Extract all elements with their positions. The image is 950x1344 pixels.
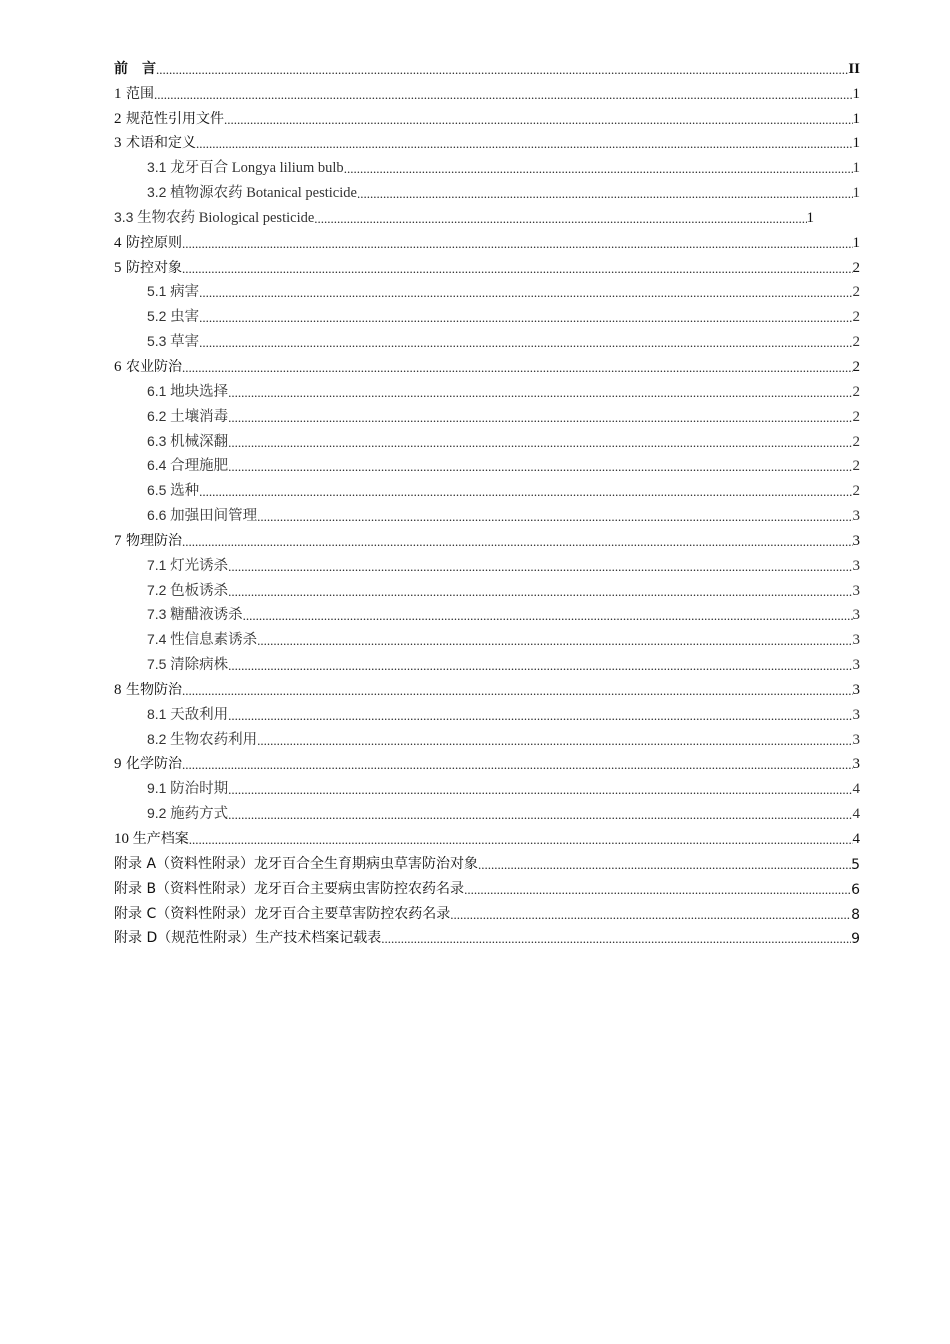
toc-subentry[interactable] [114, 550, 860, 575]
toc-entry[interactable] [114, 674, 860, 699]
toc-page-number: 3 [852, 582, 860, 599]
section-title: 规范性引用文件 [125, 110, 224, 127]
toc-subentry[interactable] [114, 773, 860, 798]
dot-leader [199, 482, 852, 496]
dot-leader [228, 706, 852, 720]
section-title: 化学防治 [125, 756, 182, 773]
toc-page-number: 3 [852, 508, 860, 525]
toc-page-number: 1 [852, 135, 860, 152]
section-number: 7.2 [147, 581, 167, 598]
toc-page-number: 1 [852, 185, 860, 202]
section-number: 5.1 [147, 283, 167, 300]
toc-page-number: 5 [851, 856, 860, 873]
dot-leader [156, 60, 848, 74]
section-number: 7.5 [147, 656, 167, 673]
section-title: 范围 [125, 85, 154, 102]
toc-page-number: 4 [852, 781, 860, 798]
dot-leader [381, 929, 851, 943]
dot-leader [228, 433, 852, 447]
section-number: 3 [114, 135, 122, 152]
toc-page-number: 2 [852, 309, 860, 326]
dot-leader [228, 457, 852, 471]
toc-subentry[interactable] [114, 500, 860, 525]
section-title: 植物源农药 Botanical pesticide [170, 185, 357, 202]
dot-leader [154, 85, 853, 99]
section-number: 2 [114, 110, 122, 127]
dot-leader [228, 383, 852, 397]
section-title: 加强田间管理 [170, 508, 258, 525]
dot-leader [257, 631, 852, 645]
dot-leader [464, 880, 851, 894]
dot-leader [243, 606, 853, 620]
dot-leader [182, 259, 853, 273]
toc-subentry[interactable] [114, 575, 860, 600]
section-number: 9.2 [147, 805, 167, 822]
toc-page-number: 9 [851, 931, 860, 948]
toc-subentry[interactable] [114, 649, 860, 674]
toc-page-number: 2 [852, 483, 860, 500]
toc-page-number: 2 [852, 433, 860, 450]
section-number: 6.6 [147, 507, 167, 524]
toc-entry[interactable] [114, 78, 860, 103]
toc-page-number: 2 [852, 458, 860, 475]
toc-page-number: 2 [852, 259, 860, 276]
section-title: 防控对象 [125, 259, 182, 276]
toc-subentry[interactable] [114, 401, 860, 426]
toc-page-number: 2 [852, 358, 860, 375]
section-title: 虫害 [170, 309, 200, 326]
section-title: 选种 [170, 483, 200, 500]
section-number: 7.3 [147, 606, 167, 623]
dot-leader [182, 234, 853, 248]
section-title: 生物农药利用 [170, 731, 258, 748]
dot-leader [257, 731, 852, 745]
toc-appendix-c[interactable] [114, 898, 860, 923]
toc-page-number: 4 [852, 831, 860, 847]
toc-entry[interactable] [114, 103, 860, 128]
dot-leader [450, 905, 851, 919]
dot-leader [257, 507, 852, 521]
toc-page-number: 3 [852, 532, 860, 549]
toc-page-number: 1 [852, 85, 860, 102]
section-title: 施药方式 [170, 806, 229, 823]
section-title: 生产档案 [132, 831, 189, 847]
dot-leader [182, 755, 853, 769]
section-title: 龙牙百合 Longya lilium bulb [170, 160, 344, 177]
toc-page-number: 3 [852, 756, 860, 773]
dot-leader [199, 308, 852, 322]
section-title: 生物防治 [125, 681, 182, 698]
toc-appendix-a[interactable] [114, 848, 860, 873]
section-title: 病害 [170, 284, 200, 301]
section-title: 糖醋液诱杀 [170, 607, 243, 624]
dot-leader [228, 408, 852, 422]
toc-entry[interactable] [114, 749, 860, 774]
section-number: 7 [114, 532, 122, 549]
section-title: 术语和定义 [125, 135, 196, 152]
table-of-contents [114, 53, 860, 947]
toc-entry[interactable] [114, 823, 860, 848]
dot-leader [314, 209, 806, 223]
section-title: 清除病株 [170, 657, 229, 674]
dot-leader [182, 681, 853, 695]
toc-page-number: 1 [852, 234, 860, 251]
section-title: 土壤消毒 [170, 408, 229, 425]
section-number: 7.1 [147, 556, 167, 573]
appendix-title: 附录 A（资料性附录）龙牙百合全生育期病虫草害防治对象 [114, 853, 478, 873]
dot-leader [182, 532, 853, 546]
toc-subentry[interactable] [114, 277, 860, 302]
dot-leader [228, 780, 852, 794]
toc-subentry[interactable] [114, 798, 860, 823]
toc-entry-label: 前 言 [114, 58, 156, 78]
toc-page-number: 2 [852, 334, 860, 351]
toc-subentry[interactable] [114, 724, 860, 749]
dot-leader [224, 110, 853, 124]
section-number: 5.3 [147, 333, 167, 350]
toc-page-number: 3 [852, 706, 860, 723]
dot-leader [228, 582, 852, 596]
section-number: 8.1 [147, 705, 167, 722]
section-title: 色板诱杀 [170, 582, 229, 599]
section-number: 9.1 [147, 780, 167, 797]
section-number: 6.1 [147, 382, 167, 399]
toc-entry[interactable] [114, 252, 860, 277]
dot-leader [199, 333, 852, 347]
section-number: 4 [114, 234, 122, 251]
toc-page-number: II [848, 60, 860, 77]
section-title: 性信息素诱杀 [170, 632, 258, 649]
toc-subentry[interactable] [114, 600, 860, 625]
dot-leader [196, 134, 853, 148]
toc-page-number: 3 [852, 607, 860, 624]
section-title: 物理防治 [125, 532, 182, 549]
toc-subentry[interactable] [114, 451, 860, 476]
toc-page-number: 3 [852, 731, 860, 748]
toc-appendix-d[interactable] [114, 923, 860, 948]
toc-subentry[interactable] [114, 475, 860, 500]
toc-page-number: 6 [851, 881, 860, 898]
appendix-title: 附录 B（资料性附录）龙牙百合主要病虫害防控农药名录 [114, 878, 464, 898]
toc-subentry[interactable] [114, 376, 860, 401]
toc-subentry[interactable] [114, 202, 814, 227]
toc-appendix-b[interactable] [114, 873, 860, 898]
dot-leader [478, 855, 851, 869]
dot-leader [182, 358, 853, 372]
section-number: 5 [114, 259, 122, 276]
section-title: 生物农药 Biological pesticide [137, 209, 315, 226]
toc-subentry[interactable] [114, 699, 860, 724]
toc-page-number: 1 [852, 160, 860, 177]
toc-page-number: 3 [852, 681, 860, 698]
toc-page-number: 2 [852, 284, 860, 301]
section-title: 防治时期 [170, 781, 229, 798]
section-number: 6.4 [147, 457, 167, 474]
section-number: 8.2 [147, 730, 167, 747]
toc-subentry[interactable] [114, 301, 860, 326]
appendix-title: 附录 C（资料性附录）龙牙百合主要草害防控农药名录 [114, 903, 450, 923]
section-number: 3.2 [147, 184, 167, 201]
toc-entry[interactable] [114, 525, 860, 550]
section-number: 10 [114, 831, 133, 847]
toc-entry[interactable] [114, 128, 860, 153]
section-number: 8 [114, 681, 122, 698]
section-number: 9 [114, 756, 122, 773]
toc-page-number: 3 [852, 657, 860, 674]
dot-leader [357, 184, 853, 198]
toc-subentry[interactable] [114, 624, 860, 649]
toc-entry[interactable] [114, 227, 860, 252]
dot-leader [228, 805, 852, 819]
toc-subentry[interactable] [114, 326, 860, 351]
dot-leader [189, 830, 853, 844]
section-title: 灯光诱杀 [170, 557, 229, 574]
dot-leader [228, 557, 852, 571]
section-title: 防控原则 [125, 234, 182, 251]
toc-page-number: 1 [806, 209, 814, 226]
toc-subentry[interactable] [114, 177, 860, 202]
section-title: 地块选择 [170, 383, 229, 400]
section-number: 3.3 [114, 208, 134, 225]
toc-page-number: 2 [852, 383, 860, 400]
section-number: 1 [114, 85, 122, 102]
toc-page-number: 3 [852, 632, 860, 649]
section-number: 3.1 [147, 159, 167, 176]
dot-leader [199, 283, 852, 297]
dot-leader [344, 159, 853, 173]
toc-page-number: 4 [852, 806, 860, 823]
toc-entry[interactable] [114, 351, 860, 376]
section-number: 6.5 [147, 482, 167, 499]
section-title: 机械深翻 [170, 433, 229, 450]
dot-leader [228, 656, 852, 670]
section-number: 5.2 [147, 308, 167, 325]
toc-page-number: 3 [852, 557, 860, 574]
section-title: 天敌利用 [170, 706, 229, 723]
appendix-title: 附录 D（规范性附录）生产技术档案记载表 [114, 927, 381, 947]
section-number: 6.3 [147, 432, 167, 449]
toc-page-number: 1 [852, 110, 860, 127]
section-title: 合理施肥 [170, 458, 229, 475]
section-number: 7.4 [147, 631, 167, 648]
section-title: 草害 [170, 334, 200, 351]
toc-entry-preface[interactable] [114, 53, 860, 78]
section-title: 农业防治 [125, 358, 182, 375]
toc-subentry[interactable] [114, 426, 860, 451]
toc-page-number: 8 [851, 906, 860, 923]
toc-subentry[interactable] [114, 152, 860, 177]
toc-page-number: 2 [852, 408, 860, 425]
section-number: 6 [114, 358, 122, 375]
section-number: 6.2 [147, 407, 167, 424]
